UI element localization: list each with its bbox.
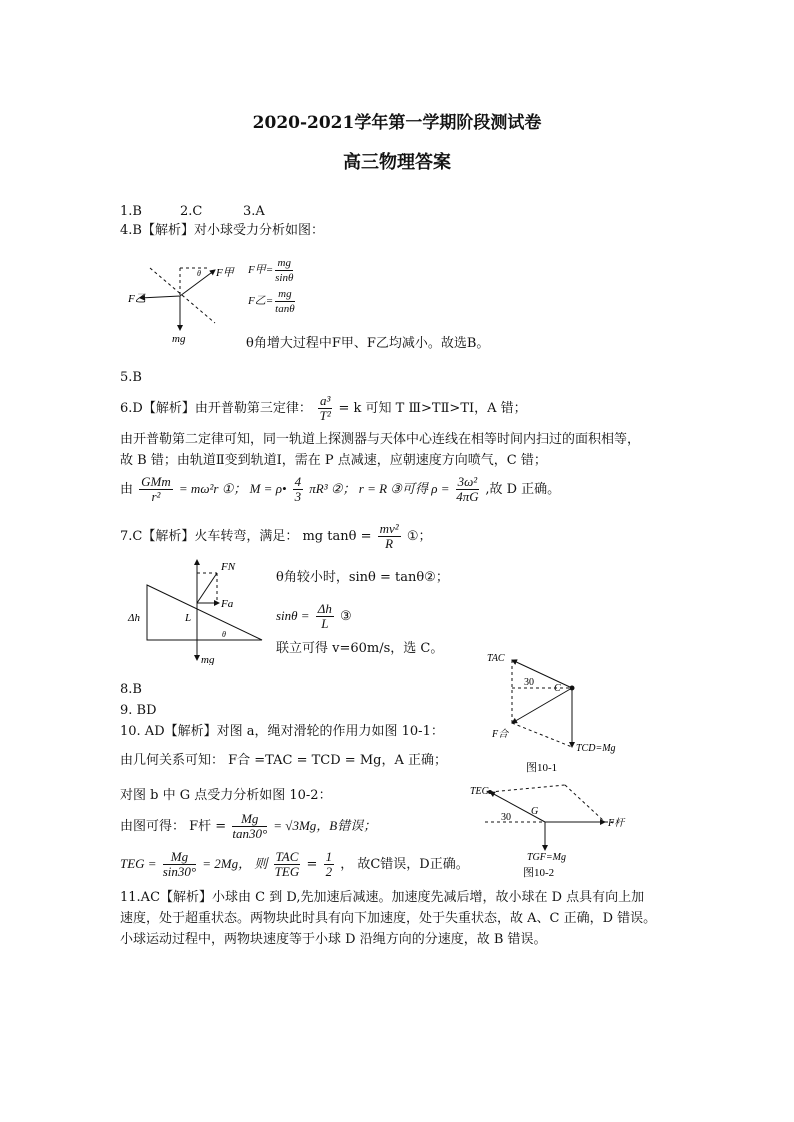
q7-line-b: sinθ = $\frac{\Delta h}{L}$ ③ (276, 601, 352, 631)
answer-5: 5.B (120, 370, 142, 385)
q7-label-fa: Fa (221, 598, 234, 610)
q10-line-2: 由几何关系可知： F合 =TAC = TCD = Mg，A 正确； (120, 753, 447, 768)
q4-conclusion: θ角增大过程中F甲、F乙均减小。故选B。 (246, 336, 490, 351)
q7-line-c: 联立可得 v=60m/s，选 C。 (276, 641, 444, 656)
answer-2: 2.C (180, 204, 203, 219)
q10-head: 10. AD【解析】对图 a，绳对滑轮的作用力如图 10-1： (120, 724, 444, 739)
q7-label-l: L (185, 612, 192, 624)
q4-force-diagram (125, 258, 240, 348)
answer-9: 9. BD (120, 703, 157, 718)
fig1-caption: 图10-1 (526, 762, 558, 774)
fig1-label-angle: 30 (524, 677, 534, 688)
q7-incline-diagram (125, 555, 265, 665)
figure-10-1 (482, 645, 632, 775)
q4-head: 4.B【解析】对小球受力分析如图： (120, 223, 324, 238)
fig2-label-angle: 30 (501, 812, 511, 823)
q6-line-4: 由 $\frac{\text{GMm}}{\text{r²}}$ = mω²r ①； M = ρ• $\frac{4}{3}$ πR³ ②； r = R ③可得 ρ = $\frac{\text{3ω²}}{4\pi G}$ ,故 D 正确。 (120, 474, 561, 504)
fig2-label-g: G (531, 806, 539, 817)
fig1-label-tac: TAC (487, 653, 505, 664)
q7-line-a: θ角较小时，sinθ = tanθ②； (276, 570, 449, 585)
fig2-label-tgf: TGF=Mg (527, 852, 566, 863)
q7-label-dh: Δh (128, 612, 140, 624)
q4-formula-2: F乙= $\frac{mg}{\tan\theta}$ (248, 288, 295, 315)
fig2-label-teg: TEG (470, 786, 489, 797)
q7-label-fn: FN (221, 561, 236, 573)
fig1-label-c: C (554, 683, 561, 694)
page-title: 2020-2021学年第一学期阶段测试卷 (252, 113, 542, 133)
q4-label-theta: θ (197, 269, 201, 278)
q6-line-2: 由开普勒第二定律可知，同一轨道上探测器与天体中心连线在相等时间内扫过的面积相等， (120, 432, 641, 447)
fig2-label-fgan: F杆 (608, 818, 625, 829)
fig1-label-tcd: TCD=Mg (576, 743, 616, 754)
q7-line-1: 7.C【解析】火车转弯，满足： mg tanθ = $\frac{\text{mv²}}{R}$ ①； (120, 521, 432, 551)
q4-label-fjia: F甲 (216, 267, 234, 279)
q11-line-1: 11.AC【解析】小球由 C 到 D,先加速后减速。加速度先减后增，故小球在 D 点具有向上加 (120, 890, 645, 905)
q11-line-2: 速度，处于超重状态。两物块此时具有向下加速度，处于失重状态，故 A、C 正确，D 错误。 (120, 911, 657, 926)
q11-line-3: 小球运动过程中，两物块速度等于小球 D 沿绳方向的分速度，故 B 错误。 (120, 932, 547, 947)
page-subtitle: 高三物理答案 (343, 152, 451, 173)
q4-formula-1: F甲= $\frac{mg}{\sin\theta}$ (248, 257, 294, 284)
q4-label-fyi: F乙 (128, 293, 146, 305)
q10-line-4: 由图可得： F杆 = $\frac{Mg}{\tan 30^\circ}$ = √3Mg，B错误； (120, 811, 377, 841)
q6-line-1: 6.D【解析】由开普勒第三定律： $\frac{\text{a³}}{\text{T²}}$ = k 可知 T Ⅲ>TⅡ>TⅠ，A 错； (120, 393, 527, 423)
answer-8: 8.B (120, 682, 142, 697)
fig1-label-fhe: F合 (492, 729, 509, 740)
q10-line-3: 对图 b 中 G 点受力分析如图 10-2： (120, 788, 332, 803)
answer-3: 3.A (243, 204, 265, 219)
q7-label-theta: θ (222, 630, 226, 639)
q6-line-3: 故 B 错；由轨道Ⅱ变到轨道Ⅰ，需在 P 点减速，应朝速度方向喷气，C 错； (120, 453, 547, 468)
q10-line-5: TEG = $\frac{Mg}{\sin 30^\circ}$ = 2Mg， 则 $\frac{\text{TAC}}{\text{TEG}}$ = $\frac{1}{2}$ ， 故C错误，D正确。 (120, 849, 469, 879)
answer-1: 1.B (120, 204, 142, 219)
q7-label-mg: mg (201, 654, 215, 665)
q4-label-mg: mg (172, 333, 186, 345)
figure-10-2 (465, 780, 655, 880)
fig2-caption: 图10-2 (523, 867, 555, 879)
